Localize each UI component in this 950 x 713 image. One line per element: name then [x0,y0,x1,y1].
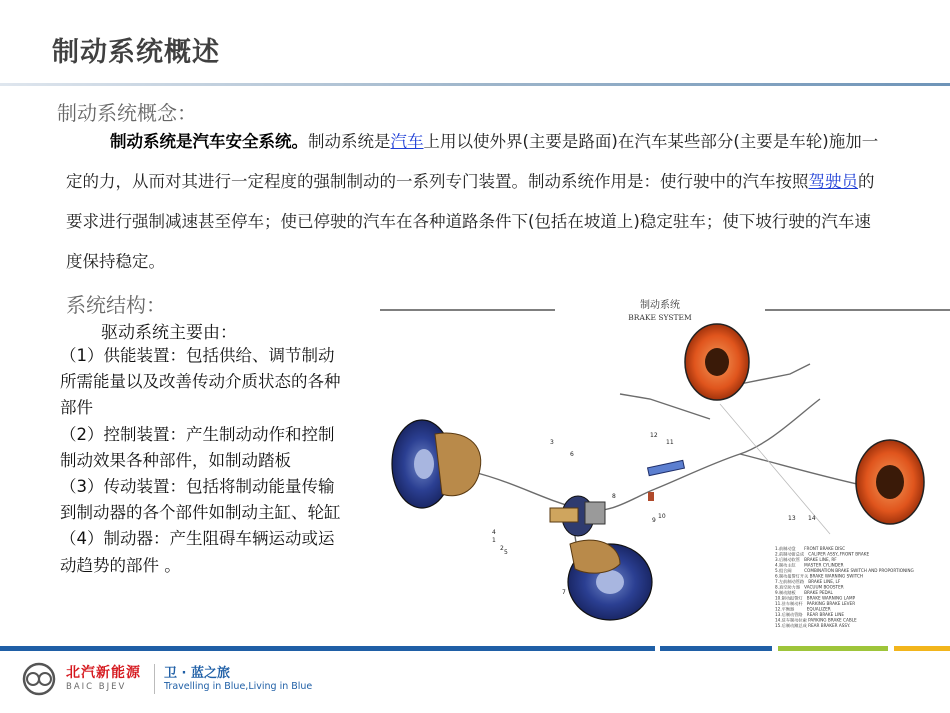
baic-logo-icon [20,660,60,696]
legend-item: 10.制动报警灯 BRAKE WARNING LAMP [775,595,856,601]
legend-item: 2.前制动钳总成 CALIPER ASSY.,FRONT BRAKE [775,551,870,557]
legend-item: 14.驻车制动拉索 PARKING BRAKE CABLE [775,617,857,623]
legend-item: 8.真空助力器 VACUUM BOOSTER [775,584,844,590]
legend-item: 5.组合阀 COMBINATION BRAKE SWITCH AND PROPORTIONING [775,568,914,573]
legend-item: 4.制动主缸 MASTER CYLINDER [775,562,844,568]
concept-text-2: 上用以使外界(主要是路面)在汽车某些部分(主要是车轮)施加一定的力，从而对其进行一定程度的强制制动的一系列专门装置。制动系统作用是：使行驶中的汽车按照 [66,132,879,191]
front-brake-disc-left [392,420,481,508]
callout: 13 [788,515,796,522]
concept-text-3: 的要求进行强制减速甚至停车；使已停驶的汽车在各种道路条件下(包括在坡道上)稳定驻车；使下坡行驶的汽车速度保持稳定。 [66,172,875,271]
list-item: （1）供能装置：包括供给、调节制动所需能量以及改善传动介质状态的各种部件 [60,346,341,418]
footer-color-bars [0,646,950,651]
rear-brake-drum [685,324,749,400]
concept-text-1: 制动系统是 [308,132,391,151]
footer-logo [20,660,460,700]
brake-system-figure [380,294,950,630]
list-item: （4）制动器：产生阻碍车辆运动或运动趋势的部件 。 [60,529,335,575]
structure-list [60,343,350,579]
link-car[interactable]: 汽车 [390,132,424,151]
list-item: （2）控制装置：产生制动动作和控制制动效果各种部件，如制动踏板 [60,424,335,470]
callout: 1 [492,537,496,544]
legend-item: 12.平衡器 EQUALIZER [775,606,831,612]
title-divider [0,83,950,86]
legend-item: 7.左前制动管路 BRAKE LINE, LF [775,579,841,584]
callout: 2 [500,545,504,552]
figure-title-cn: 制动系统 [640,300,680,311]
warning-lamp [648,492,654,501]
callout: 11 [666,439,674,446]
legend-item: 6.制动报警灯开关 BRAKE WARNING SWITCH [775,573,864,579]
page-title: 制动系统概述 [52,37,220,68]
callout-numbers [492,432,816,596]
concept-lead: 制动系统是汽车安全系统。 [110,132,308,151]
slogan-en: Travelling in Blue,Living in Blue [164,681,313,692]
list-item: （3）传动装置：包括将制动能量传输到制动器的各个部件如制动主缸、轮缸 [60,477,341,523]
callout: 6 [570,451,574,458]
callout: 5 [504,549,508,556]
link-driver[interactable]: 驾驶员 [808,172,858,191]
legend-item: 11.驻车制动杆 PARKING BRAKE LEVER [775,601,856,606]
legend-item: 13.后制动管路 REAR BRAKE LINE [775,612,844,617]
concept-heading: 制动系统概念： [57,101,197,125]
callout: 8 [612,493,616,500]
callout: 12 [650,432,658,439]
concept-paragraph [66,122,886,282]
legend-item: 3.后制动软管 BRAKE LINE, RF [775,557,837,562]
callout: 4 [492,529,496,536]
footer-bar-yellow [894,646,950,651]
parking-brake-lever [648,460,685,475]
callout: 14 [808,515,816,522]
legend-item: 15.后制动蹄总成 REAR BRAKER ASSY. [775,623,851,628]
logo-divider [154,664,155,694]
structure-heading: 系统结构： [66,293,166,317]
brand-name-en: BAIC BJEV [66,682,127,692]
footer-bar-green [778,646,888,651]
legend-item: 9.制动踏板 BRAKE PEDAL [775,590,833,595]
callout: 9 [652,517,656,524]
callout: 3 [550,439,554,446]
brand-name: 北汽新能源 [66,665,141,681]
legend-item: 1.前制动盘 FRONT BRAKE DISC [775,546,845,551]
slogan: 卫 · 蓝之旅 [164,666,230,681]
parts-legend [775,545,914,629]
structure-subheading: 驱动系统主要由： [101,323,237,343]
callout: 7 [562,589,566,596]
front-brake-disc-right [568,540,652,620]
figure-title-en: BRAKE SYSTEM [628,313,692,322]
footer-bar-blue-short [660,646,772,651]
callout: 10 [658,513,666,520]
footer-bar-blue [0,646,655,651]
rear-brake-drum-right [856,440,924,524]
brake-system-diagram [380,294,950,630]
